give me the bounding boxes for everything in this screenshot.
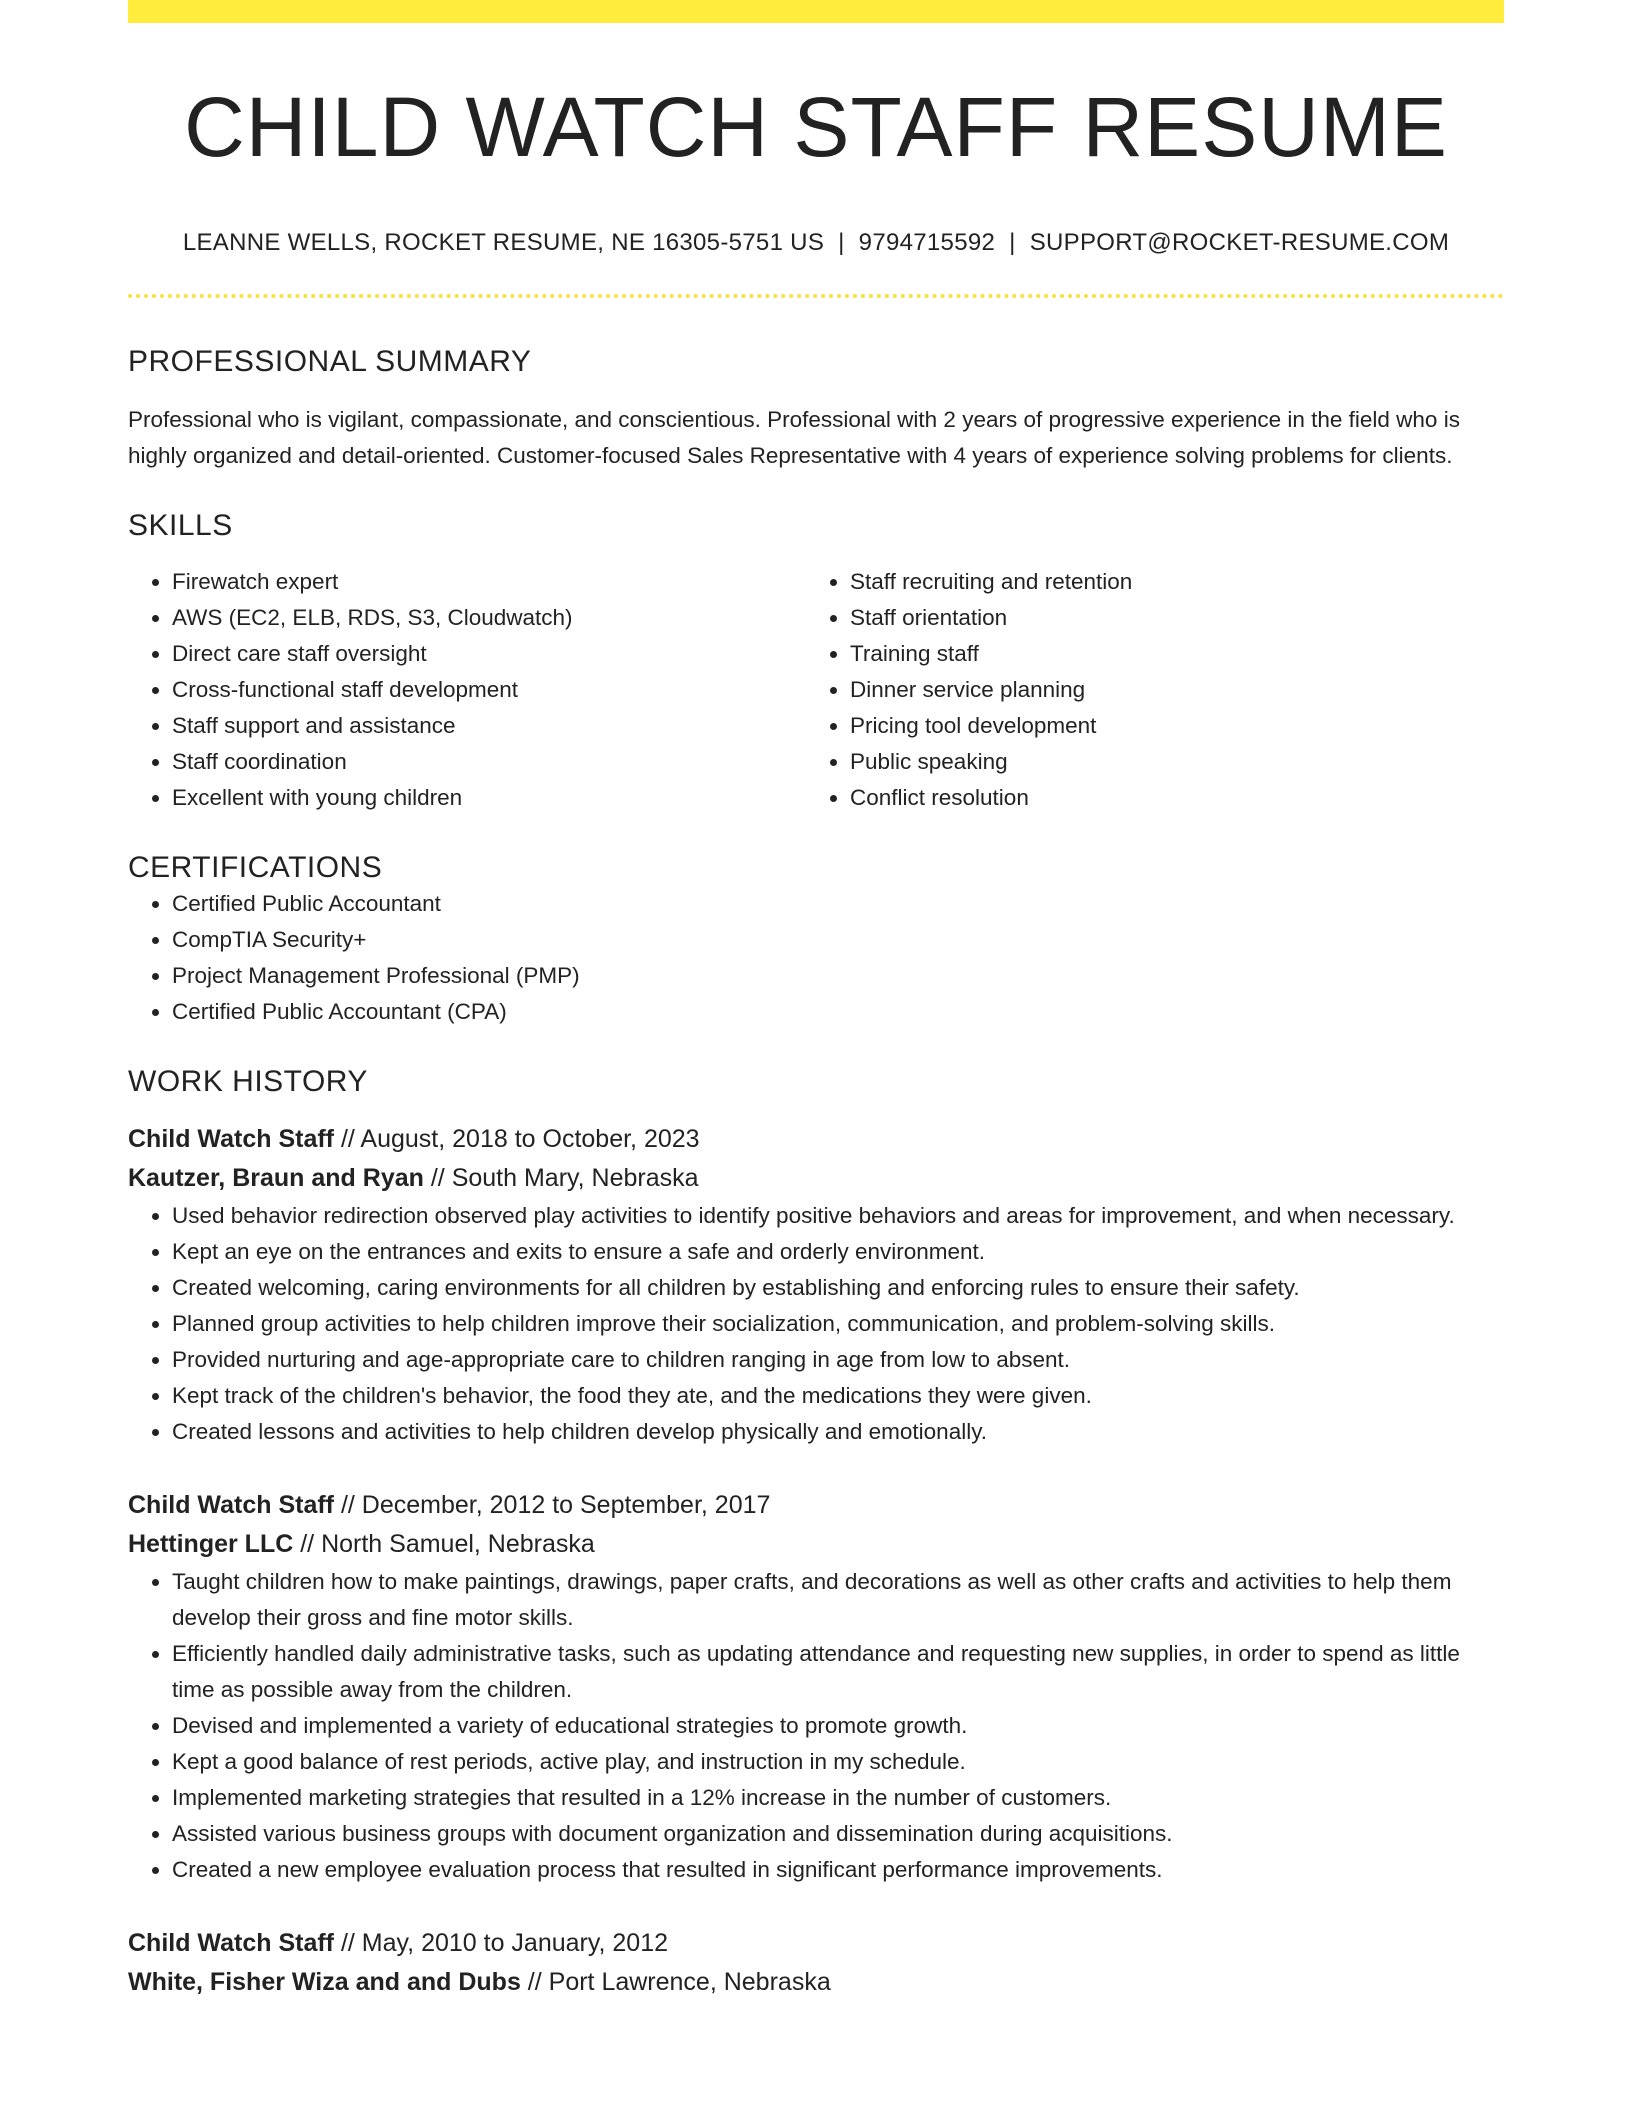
list-item: • Pricing tool development	[850, 708, 1484, 744]
resume-page	[128, 0, 1504, 2002]
job-bullet-list	[128, 1564, 1504, 1888]
list-item: • Public speaking	[850, 744, 1484, 780]
job-role-line	[128, 1120, 1504, 1159]
list-item: • Conflict resolution	[850, 780, 1484, 816]
skills-list-left	[128, 564, 806, 816]
job-company: Hettinger LLC	[128, 1530, 294, 1559]
list-item: • Certified Public Accountant	[172, 886, 1504, 922]
list-item: • Training staff	[850, 636, 1484, 672]
job-company-line	[128, 1525, 1504, 1564]
section-heading: CERTIFICATIONS	[128, 851, 383, 885]
job-dates: // May, 2010 to January, 2012	[334, 1929, 669, 1958]
list-item: • Project Management Professional (PMP)	[172, 958, 1504, 994]
job-location: // Port Lawrence, Nebraska	[520, 1968, 831, 1997]
list-item: • Created welcoming, caring environments for all children by establishing and enforcing rules to ensure their safety.	[172, 1270, 1504, 1306]
job-role-line	[128, 1486, 1504, 1525]
certifications-list	[128, 886, 1504, 1030]
job-location: // North Samuel, Nebraska	[293, 1530, 595, 1559]
list-item: • Provided nurturing and age-appropriate care to children ranging in age from low to absent.	[172, 1342, 1504, 1378]
section-heading: SKILLS	[128, 509, 233, 543]
job-role-line	[128, 1924, 1504, 1963]
certifications-section	[128, 850, 1504, 1030]
skills-section	[128, 508, 1504, 816]
job-location: // South Mary, Nebraska	[423, 1164, 699, 1193]
list-item: • Dinner service planning	[850, 672, 1484, 708]
job-role: Child Watch Staff	[128, 1929, 335, 1958]
job-entry	[128, 1486, 1504, 1888]
list-item: • Certified Public Accountant (CPA)	[172, 994, 1504, 1030]
skills-columns	[128, 564, 1504, 816]
list-item: • Kept an eye on the entrances and exits to ensure a safe and orderly environment.	[172, 1234, 1504, 1270]
job-entry	[128, 1924, 1504, 2002]
list-item: • Efficiently handled daily administrative tasks, such as updating attendance and requesting new supplies, in order to spend as little time as possible away from the children.	[172, 1636, 1504, 1708]
job-role: Child Watch Staff	[128, 1125, 335, 1154]
list-item: • Staff orientation	[850, 600, 1484, 636]
dotted-divider	[128, 294, 1504, 298]
top-accent-bar	[128, 0, 1504, 23]
list-item: • Planned group activities to help children improve their socialization, communication, and problem-solving skills.	[172, 1306, 1504, 1342]
contact-line	[128, 229, 1504, 258]
list-item: • Staff recruiting and retention	[850, 564, 1484, 600]
list-item: • Cross-functional staff development	[172, 672, 806, 708]
list-item: • Devised and implemented a variety of educational strategies to promote growth.	[172, 1708, 1504, 1744]
list-item: • Staff support and assistance	[172, 708, 806, 744]
contact-address: LEANNE WELLS, ROCKET RESUME, NE 16305-5751 US	[182, 229, 825, 257]
job-bullet-list	[128, 1198, 1504, 1450]
job-company-line	[128, 1159, 1504, 1198]
skills-list-right	[806, 564, 1484, 816]
section-heading: WORK HISTORY	[128, 1065, 368, 1099]
professional-summary-section	[128, 344, 1504, 474]
list-item: • Created a new employee evaluation process that resulted in significant performance improvements.	[172, 1852, 1504, 1888]
contact-phone: 9794715592	[858, 229, 996, 257]
list-item: • Kept a good balance of rest periods, active play, and instruction in my schedule.	[172, 1744, 1504, 1780]
summary-text: Professional who is vigilant, compassionate, and conscientious. Professional with 2 years of progressive experience in the field who is highly organized and detail-oriented. Customer-focused Sales Representative with 4 years of experience solving problems for clients.	[128, 407, 1460, 469]
job-company: White, Fisher Wiza and and Dubs	[128, 1968, 521, 1997]
job-dates: // August, 2018 to October, 2023	[334, 1125, 700, 1154]
job-role: Child Watch Staff	[128, 1491, 335, 1520]
contact-separator: |	[838, 229, 845, 257]
list-item: • Implemented marketing strategies that resulted in a 12% increase in the number of customers.	[172, 1780, 1504, 1816]
work-history-section	[128, 1064, 1504, 2002]
list-item: • CompTIA Security+	[172, 922, 1504, 958]
list-item: • Created lessons and activities to help children develop physically and emotionally.	[172, 1414, 1504, 1450]
list-item: • Staff coordination	[172, 744, 806, 780]
job-company: Kautzer, Braun and Ryan	[128, 1164, 424, 1193]
contact-separator: |	[1009, 229, 1016, 257]
job-dates: // December, 2012 to September, 2017	[334, 1491, 771, 1520]
list-item: • Taught children how to make paintings, drawings, paper crafts, and decorations as well as other crafts and activities to help them develop their gross and fine motor skills.	[172, 1564, 1504, 1636]
skills-column-left	[128, 564, 806, 816]
list-item: • Direct care staff oversight	[172, 636, 806, 672]
job-company-line	[128, 1963, 1504, 2002]
list-item: • Firewatch expert	[172, 564, 806, 600]
list-item: • Excellent with young children	[172, 780, 806, 816]
list-item: • Assisted various business groups with document organization and dissemination during acquisitions.	[172, 1816, 1504, 1852]
resume-title: CHILD WATCH STAFF RESUME	[184, 80, 1448, 174]
list-item: • Used behavior redirection observed play activities to identify positive behaviors and areas for improvement, and when necessary.	[172, 1198, 1504, 1234]
section-heading: PROFESSIONAL SUMMARY	[128, 345, 532, 379]
contact-email: SUPPORT@ROCKET-RESUME.COM	[1029, 229, 1450, 257]
skills-column-right	[806, 564, 1484, 816]
list-item: • Kept track of the children's behavior, the food they ate, and the medications they were given.	[172, 1378, 1504, 1414]
job-entry	[128, 1120, 1504, 1450]
list-item: • AWS (EC2, ELB, RDS, S3, Cloudwatch)	[172, 600, 806, 636]
